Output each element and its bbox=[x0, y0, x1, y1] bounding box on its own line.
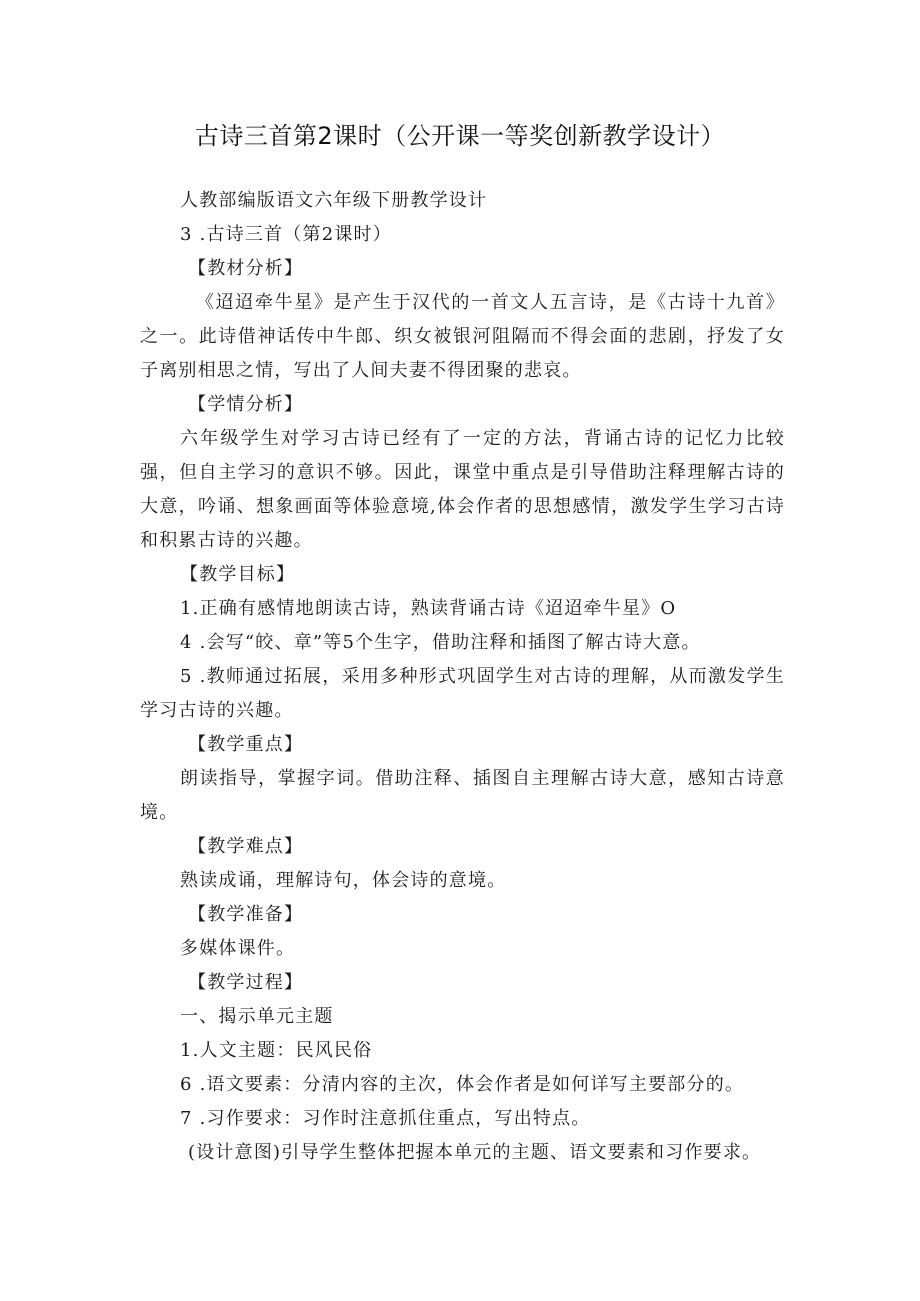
key-paragraph: 朗读指导，掌握字词。借助注释、插图自主理解古诗大意，感知古诗意境。 bbox=[140, 768, 785, 823]
theme-item-1: 1.人文主题：民风民俗 bbox=[180, 1040, 373, 1061]
key-heading: 【教学重点】 bbox=[188, 734, 304, 755]
prep-paragraph: 多媒体课件。 bbox=[180, 938, 296, 959]
prep-heading: 【教学准备】 bbox=[188, 904, 304, 925]
student-paragraph: 六年级学生对学习古诗已经有了一定的方法，背诵古诗的记忆力比较强，但自主学习的意识不够。因此，课堂中重点是引导借助注释理解古诗的大意，吟诵、想象画面等体验意境,体会作者的思想感情，激发学生学习古诗和积累古诗的兴趣。 bbox=[140, 428, 785, 551]
theme-item-3: 7 .习作要求：习作时注意抓住重点，写出特点。 bbox=[180, 1108, 591, 1129]
goal-item-3: 5 .教师通过拓展，采用多种形式巩固学生对古诗的理解，从而激发学生学习古诗的兴趣。 bbox=[140, 666, 785, 721]
theme-item-2: 6 .语文要素：分清内容的主次，体会作者是如何详写主要部分的。 bbox=[180, 1074, 745, 1095]
process-heading: 【教学过程】 bbox=[188, 972, 304, 993]
difficult-paragraph: 熟读成诵，理解诗句，体会诗的意境。 bbox=[180, 870, 507, 891]
goal-item-1: 1.正确有感情地朗读古诗，熟读背诵古诗《迢迢牵牛星》O bbox=[180, 598, 677, 619]
student-heading: 【学情分析】 bbox=[188, 394, 304, 415]
process-step: 一、揭示单元主题 bbox=[180, 1006, 334, 1027]
material-heading: 【教材分析】 bbox=[188, 258, 304, 279]
document-body bbox=[140, 184, 785, 1170]
goals-heading: 【教学目标】 bbox=[180, 564, 296, 585]
design-intent: (设计意图)引导学生整体把握本单元的主题、语文要素和习作要求。 bbox=[188, 1142, 762, 1163]
material-paragraph: 《迢迢牵牛星》是产生于汉代的一首文人五言诗，是《古诗十九首》之一。此诗借神话传中牛郎、织女被银河阻隔而不得会面的悲剧，抒发了女子离别相思之情，写出了人间夫妻不得团聚的悲哀。 bbox=[140, 292, 785, 381]
subtitle: 人教部编版语文六年级下册教学设计 bbox=[180, 190, 488, 211]
difficult-heading: 【教学难点】 bbox=[188, 836, 304, 857]
document-title: 古诗三首第2课时（公开课一等奖创新教学设计） bbox=[194, 122, 726, 150]
lesson-line: 3 .古诗三首（第2课时） bbox=[180, 224, 392, 245]
goal-item-2: 4 .会写“皎、章”等5个生字，借助注释和插图了解古诗大意。 bbox=[180, 632, 701, 653]
